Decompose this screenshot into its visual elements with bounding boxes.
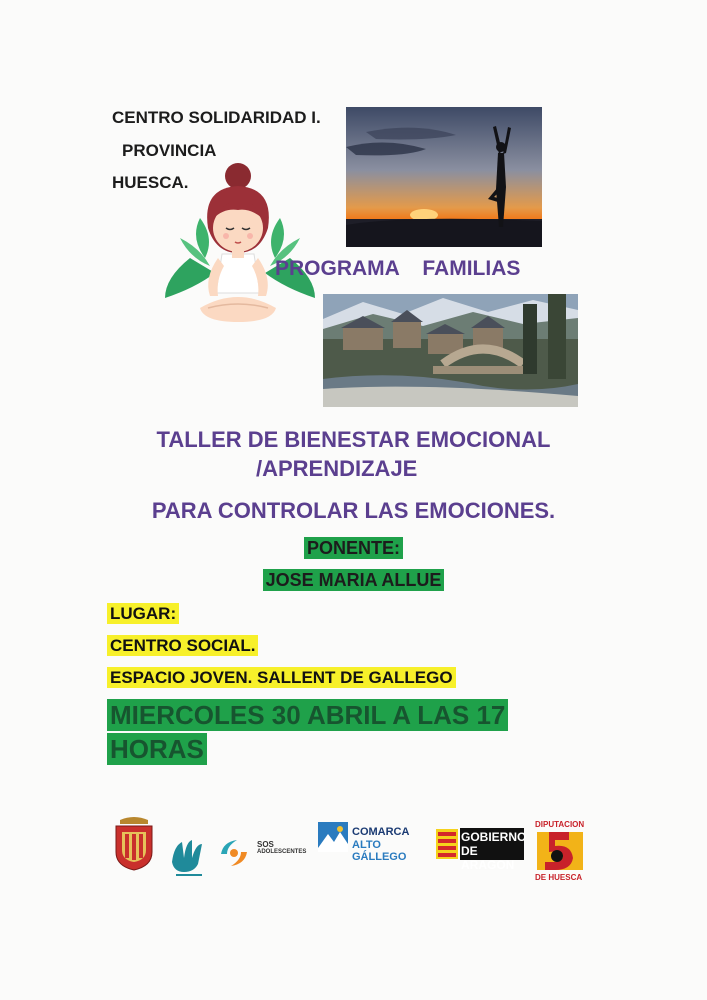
location-place1: CENTRO SOCIAL. bbox=[107, 635, 258, 656]
date-line1: MIERCOLES 30 ABRIL A LAS 17 bbox=[107, 699, 508, 731]
workshop-title-line2: /APRENDIZAJE bbox=[256, 456, 418, 481]
gobierno-aragon-logo bbox=[436, 828, 527, 872]
comarca-line2: ALTO GÁLLEGO bbox=[352, 839, 407, 863]
workshop-subtitle: PARA CONTROLAR LAS EMOCIONES. bbox=[151, 498, 556, 523]
speaker-name: JOSE MARIA ALLUE bbox=[263, 569, 445, 591]
comarca-alto-gallego-logo bbox=[318, 820, 433, 863]
comarca-line1: COMARCA bbox=[352, 826, 410, 838]
coat-of-arms-logo bbox=[110, 814, 158, 872]
org-name-line2: PROVINCIA bbox=[122, 141, 217, 160]
sos-subtitle: ADOLESCENTES bbox=[257, 849, 307, 855]
gobierno-line1: GOBIERNO bbox=[461, 830, 527, 844]
sos-title: SOS bbox=[257, 840, 274, 849]
date-line2: HORAS bbox=[107, 733, 207, 765]
org-name-line1: CENTRO SOLIDARIDAD I. bbox=[112, 108, 321, 127]
village-landscape-photo bbox=[323, 294, 578, 407]
location-label: LUGAR: bbox=[107, 603, 179, 624]
yoga-sunset-photo bbox=[346, 107, 542, 247]
hands-logo bbox=[168, 832, 210, 880]
diputacion-top: DIPUTACION bbox=[535, 820, 585, 829]
meditation-girl-illustration bbox=[160, 158, 320, 330]
speaker-label: PONENTE: bbox=[304, 537, 403, 559]
diputacion-bottom: DE HUESCA bbox=[535, 873, 583, 882]
gobierno-line2: DE ARAGON bbox=[461, 844, 515, 872]
diputacion-huesca-logo bbox=[535, 820, 587, 882]
org-name-line3: HUESCA. bbox=[112, 173, 189, 192]
sos-adolescentes-logo bbox=[217, 836, 317, 874]
location-place2: ESPACIO JOVEN. SALLENT DE GALLEGO bbox=[107, 667, 456, 688]
program-title: PROGRAMA FAMILIAS bbox=[275, 257, 521, 280]
workshop-title-line1: TALLER DE BIENESTAR EMOCIONAL bbox=[156, 427, 551, 452]
